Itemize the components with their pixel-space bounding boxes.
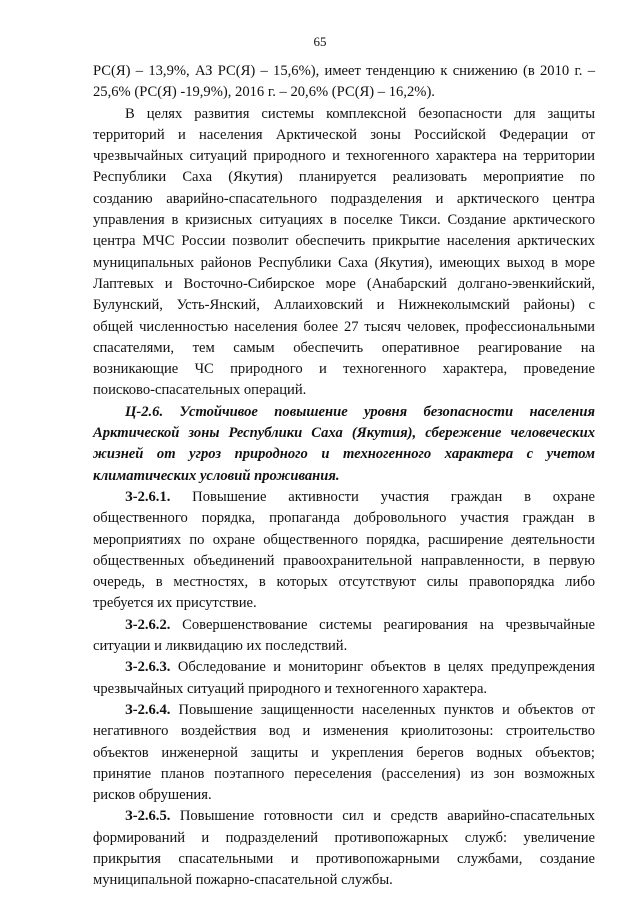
text-line: Обследование и мониторинг объектов в целях предупреждения (177, 659, 595, 676)
task-code: З-2.6.1. (125, 488, 171, 505)
text-line: объектов инженерной защиты и укрепления берегов водных объектов; (93, 744, 595, 761)
text-line: Повышение готовности сил и средств аварийно-спасательных (179, 808, 595, 825)
text-line: требуется их присутствие. (93, 595, 257, 612)
text-line: Повышение защищенности населенных пунктов и объектов от (178, 701, 596, 718)
text-line: Республики Саха (Якутия) планируется реализовать мероприятие по (93, 169, 595, 186)
text-line: принятие планов поэтапного переселения (расселения) из зон возможных (93, 765, 595, 782)
text-line: общей численностью населения более 27 тысяч человек, профессиональными (93, 318, 595, 335)
text-line: Арктической зоны Республики Саха (Якутия), сбережение человеческих (93, 425, 595, 442)
text-line: муниципальных районов Республики Саха (Якутия), имеющих выход в море (93, 254, 595, 271)
text-line: чрезвычайных ситуаций природного и техногенного характера на территории (93, 148, 595, 165)
text-line: РС(Я) – 13,9%, АЗ РС(Я) – 15,6%), имеет тенденцию к снижению (в 2010 г. – (93, 63, 595, 79)
text-line: В целях развития системы комплексной безопасности для защиты (125, 105, 595, 122)
text-line: созданию аварийно-спасательного подразделения и арктического центра (93, 190, 595, 207)
text-line: управления в кризисных ситуациях в поселке Тикси. Создание арктического (93, 212, 595, 229)
page-number: 65 (313, 34, 327, 49)
text-line: климатических условий проживания. (93, 467, 340, 484)
paragraph-arctic-center (93, 104, 595, 402)
text-line: муниципальной пожарно-спасательной службы. (93, 872, 393, 889)
text-line: прикрытия спасательными и противопожарными службами, создание (93, 850, 595, 867)
text-line: чрезвычайных ситуаций природного и техногенного характера. (93, 680, 488, 697)
task-item (93, 806, 595, 891)
text-line: мероприятиях по охране общественного порядка, расширение деятельности (93, 531, 595, 548)
task-code: З-2.6.3. (125, 659, 171, 676)
text-line: центра МЧС России позволит обеспечить прикрытие населения арктических (93, 233, 595, 250)
text-line: поисково-спасательных операций. (93, 382, 307, 399)
text-line: спасателями, тем самым обеспечить оперативное реагирование на (93, 339, 595, 356)
text-line: возникающие ЧС природного и техногенного характера, проведение (93, 361, 595, 378)
goal-heading (93, 402, 595, 487)
task-item (93, 657, 595, 700)
text-line: очередь, в местностях, в которых отсутствуют силы правопорядка либо (93, 574, 595, 591)
text-line: Ц-2.6. Устойчивое повышение уровня безопасности населения (125, 403, 595, 420)
text-line: Лаптевых и Восточно-Сибирское море (Анабарский долгано-эвенкийский, (93, 275, 595, 292)
task-item (93, 615, 595, 658)
text-line: территорий и населения Арктической зоны Российской Федерации от (93, 126, 595, 143)
body-text (93, 61, 595, 892)
task-code: З-2.6.2. (125, 616, 171, 633)
text-line: Повышение активности участия граждан в охране (192, 488, 596, 505)
text-line: общественных объединений правоохранительной направленности, в первую (93, 552, 595, 569)
text-line: жизней от угроз природного и техногенного характера с учетом (93, 446, 595, 463)
text-line: Совершенствование системы реагирования на чрезвычайные (182, 616, 595, 633)
text-line: формирований и подразделений противопожарных служб: увеличение (93, 829, 595, 846)
text-line: Булунский, Усть-Янский, Аллаиховский и Нижнеколымский районы) с (93, 297, 595, 314)
text-line: ситуации и ликвидацию их последствий. (93, 638, 348, 655)
text-line: рисков обрушения. (93, 787, 212, 804)
text-line: общественного порядка, пропаганда добровольного участия граждан в (93, 510, 595, 527)
text-line: 25,6% (РС(Я) -19,9%), 2016 г. – 20,6% (РС(Я) – 16,2%). (93, 84, 435, 101)
text-line: негативного воздействия вод и изменения криолитозоны: строительство (93, 723, 595, 740)
task-code: З-2.6.5. (125, 808, 171, 825)
task-item (93, 700, 595, 806)
task-code: З-2.6.4. (125, 701, 171, 718)
task-item (93, 487, 595, 615)
paragraph-continuation (93, 61, 595, 104)
